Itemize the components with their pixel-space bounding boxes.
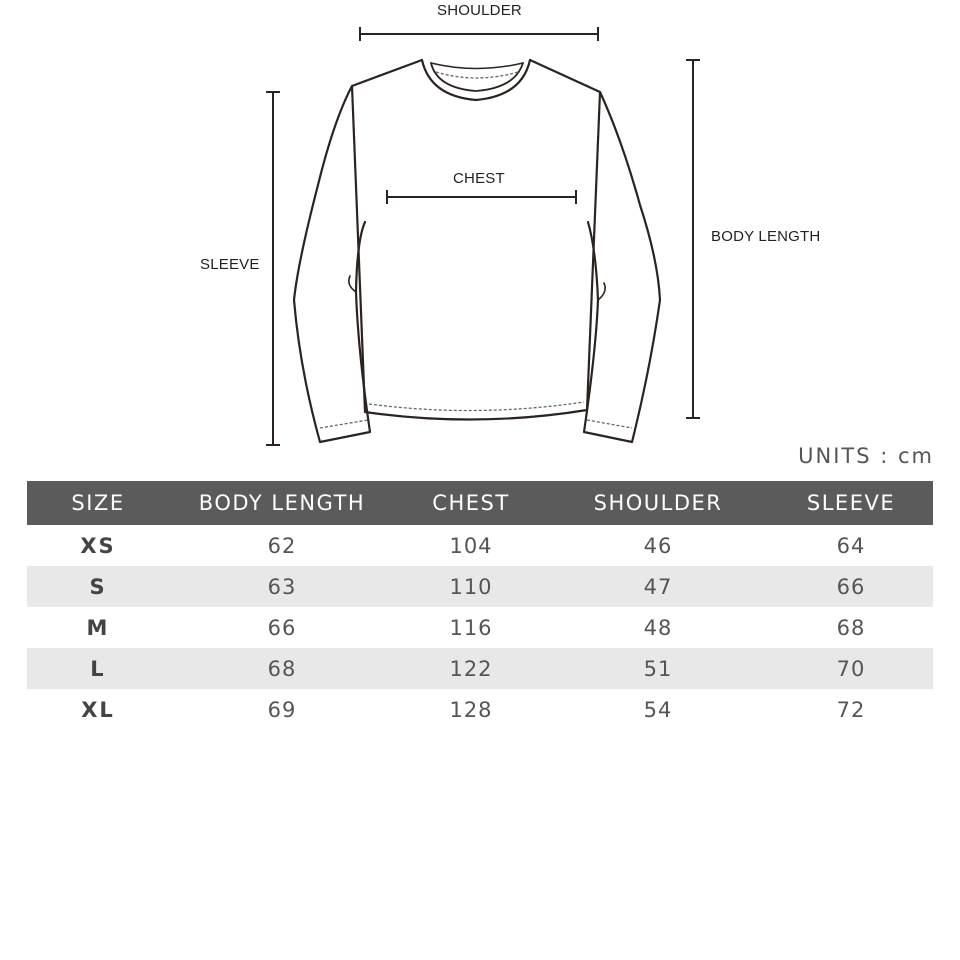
body-length-label: BODY LENGTH — [711, 228, 821, 245]
table-row — [27, 566, 933, 607]
chest-cell: 122 — [395, 648, 547, 689]
table-row — [27, 648, 933, 689]
header-chest: CHEST — [395, 481, 547, 525]
shirt-body-outline — [352, 60, 600, 420]
units-label: UNITS : cm — [798, 444, 934, 468]
chest-cell: 128 — [449, 697, 493, 722]
sleeve-cell: 70 — [769, 648, 933, 689]
shoulder-cell: 54 — [643, 697, 673, 722]
shoulder-cell: 51 — [547, 648, 769, 689]
size-chart-table — [27, 481, 933, 730]
sleeve-cell: 64 — [836, 533, 866, 558]
sleeve-label: SLEEVE — [200, 256, 260, 273]
header-size: SIZE — [27, 481, 169, 525]
header-sleeve: SLEEVE — [769, 481, 933, 525]
header-body-length: BODY LENGTH — [169, 481, 395, 525]
size-cell: S — [27, 566, 169, 607]
shoulder-cell: 48 — [643, 615, 673, 640]
shoulder-label: SHOULDER — [437, 2, 522, 19]
sleeve-cell: 72 — [836, 697, 866, 722]
chest-cell: 110 — [395, 566, 547, 607]
chest-cell: 116 — [449, 615, 493, 640]
body-length-cell: 69 — [267, 697, 297, 722]
body-length-cell: 68 — [169, 648, 395, 689]
size-cell: XS — [80, 533, 116, 558]
right-sleeve-outline — [584, 92, 660, 442]
shoulder-cell: 46 — [643, 533, 673, 558]
collar-stitch — [436, 72, 518, 78]
sleeve-cell: 68 — [836, 615, 866, 640]
chest-label: CHEST — [453, 170, 505, 187]
table-row — [27, 607, 933, 648]
body-length-cell: 62 — [267, 533, 297, 558]
body-length-cell: 66 — [267, 615, 297, 640]
table-header-row — [27, 481, 933, 525]
size-cell: M — [86, 615, 110, 640]
shoulder-cell: 47 — [547, 566, 769, 607]
table-row — [27, 689, 933, 730]
table-row — [27, 525, 933, 566]
body-length-cell: 63 — [169, 566, 395, 607]
hem-stitch — [369, 402, 584, 411]
collar-inner — [431, 63, 523, 91]
size-cell: XL — [81, 697, 115, 722]
collar-outline — [422, 60, 530, 100]
right-cuff-stitch — [587, 420, 632, 428]
size-cell: L — [27, 648, 169, 689]
sleeve-cell: 66 — [769, 566, 933, 607]
measurement-diagram — [0, 0, 960, 460]
left-cuff-stitch — [320, 420, 368, 428]
header-shoulder: SHOULDER — [547, 481, 769, 525]
chest-cell: 104 — [449, 533, 493, 558]
